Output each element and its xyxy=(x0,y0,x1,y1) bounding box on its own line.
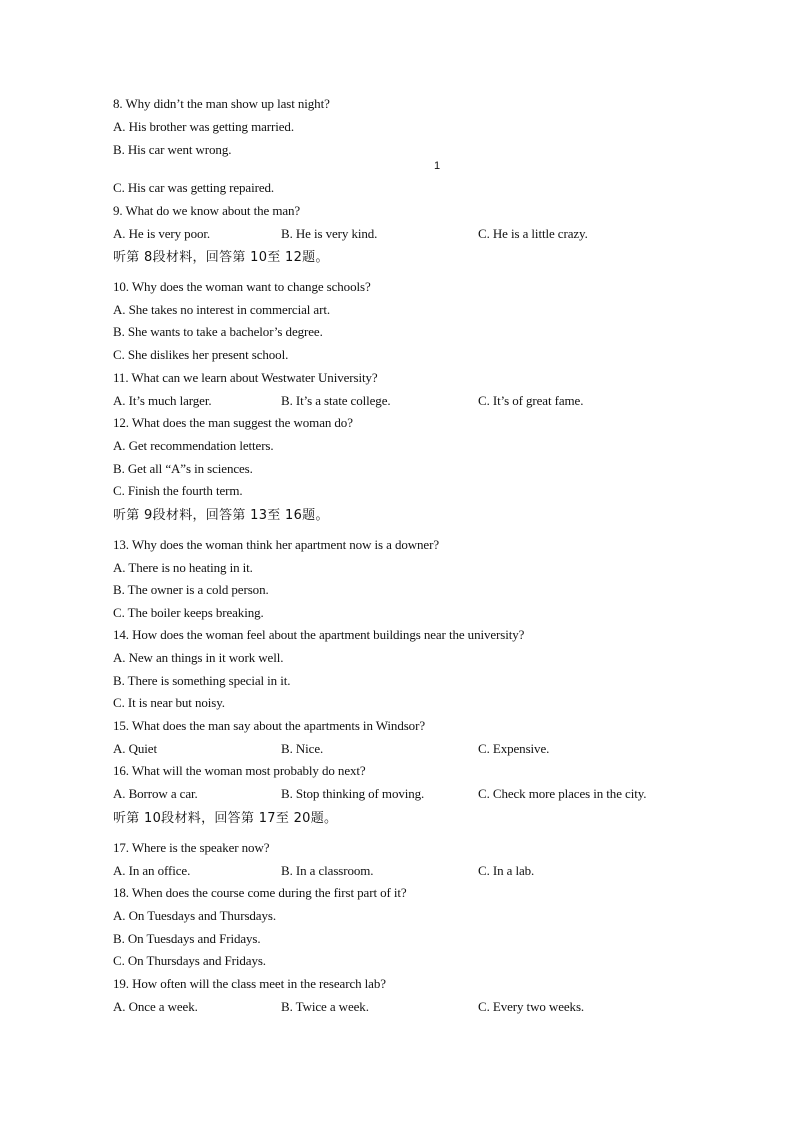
q19-option-b: B. Twice a week. xyxy=(281,999,369,1014)
q15-option-b: B. Nice. xyxy=(281,741,324,756)
q16-option-a: A. Borrow a car. xyxy=(113,786,198,801)
q17-option-a: A. In an office. xyxy=(113,863,191,878)
q18-option-b: B. On Tuesdays and Fridays. xyxy=(113,931,261,946)
q8-option-b: B. His car went wrong. xyxy=(113,142,232,157)
question-10: 10. Why does the woman want to change schools? xyxy=(113,279,371,294)
q13-option-c: C. The boiler keeps breaking. xyxy=(113,605,264,620)
q10-option-c: C. She dislikes her present school. xyxy=(113,347,289,362)
page-number: 1 xyxy=(434,160,441,172)
q19-option-a: A. Once a week. xyxy=(113,999,198,1014)
q18-option-c: C. On Thursdays and Fridays. xyxy=(113,953,266,968)
q9-option-c: C. He is a little crazy. xyxy=(478,226,588,241)
q10-option-b: B. She wants to take a bachelor’s degree. xyxy=(113,324,323,339)
q11-option-b: B. It’s a state college. xyxy=(281,393,391,408)
q12-option-c: C. Finish the fourth term. xyxy=(113,483,243,498)
section-10-heading: 听第 10段材料，回答第 17至 20题。 xyxy=(113,811,338,826)
question-12: 12. What does the man suggest the woman do? xyxy=(113,415,353,430)
question-9: 9. What do we know about the man? xyxy=(113,203,301,218)
question-17: 17. Where is the speaker now? xyxy=(113,840,270,855)
q9-option-b: B. He is very kind. xyxy=(281,226,378,241)
q8-option-a: A. His brother was getting married. xyxy=(113,119,294,134)
q10-option-a: A. She takes no interest in commercial art. xyxy=(113,302,330,317)
q19-option-c: C. Every two weeks. xyxy=(478,999,585,1014)
section-8-heading: 听第 8段材料，回答第 10至 12题。 xyxy=(113,250,329,265)
q17-option-c: C. In a lab. xyxy=(478,863,535,878)
q16-option-b: B. Stop thinking of moving. xyxy=(281,786,425,801)
question-8: 8. Why didn’t the man show up last night? xyxy=(113,96,330,111)
question-11: 11. What can we learn about Westwater University? xyxy=(113,370,378,385)
q18-option-a: A. On Tuesdays and Thursdays. xyxy=(113,908,276,923)
question-19: 19. How often will the class meet in the research lab? xyxy=(113,976,386,991)
question-13: 13. Why does the woman think her apartment now is a downer? xyxy=(113,537,440,552)
section-9-heading: 听第 9段材料，回答第 13至 16题。 xyxy=(113,508,329,523)
q12-option-b: B. Get all “A”s in sciences. xyxy=(113,461,253,476)
q11-option-a: A. It’s much larger. xyxy=(113,393,212,408)
q11-option-c: C. It’s of great fame. xyxy=(478,393,584,408)
question-18: 18. When does the course come during the first part of it? xyxy=(113,885,407,900)
q12-option-a: A. Get recommendation letters. xyxy=(113,438,274,453)
question-16: 16. What will the woman most probably do next? xyxy=(113,763,366,778)
q13-option-a: A. There is no heating in it. xyxy=(113,560,253,575)
q16-option-c: C. Check more places in the city. xyxy=(478,786,647,801)
q14-option-b: B. There is something special in it. xyxy=(113,673,291,688)
question-15: 15. What does the man say about the apartments in Windsor? xyxy=(113,718,425,733)
q8-option-c: C. His car was getting repaired. xyxy=(113,180,275,195)
q14-option-c: C. It is near but noisy. xyxy=(113,695,225,710)
q15-option-c: C. Expensive. xyxy=(478,741,550,756)
q17-option-b: B. In a classroom. xyxy=(281,863,374,878)
q15-option-a: A. Quiet xyxy=(113,741,157,756)
q9-option-a: A. He is very poor. xyxy=(113,226,211,241)
q13-option-b: B. The owner is a cold person. xyxy=(113,582,269,597)
question-14: 14. How does the woman feel about the apartment buildings near the university? xyxy=(113,627,525,642)
q14-option-a: A. New an things in it work well. xyxy=(113,650,284,665)
